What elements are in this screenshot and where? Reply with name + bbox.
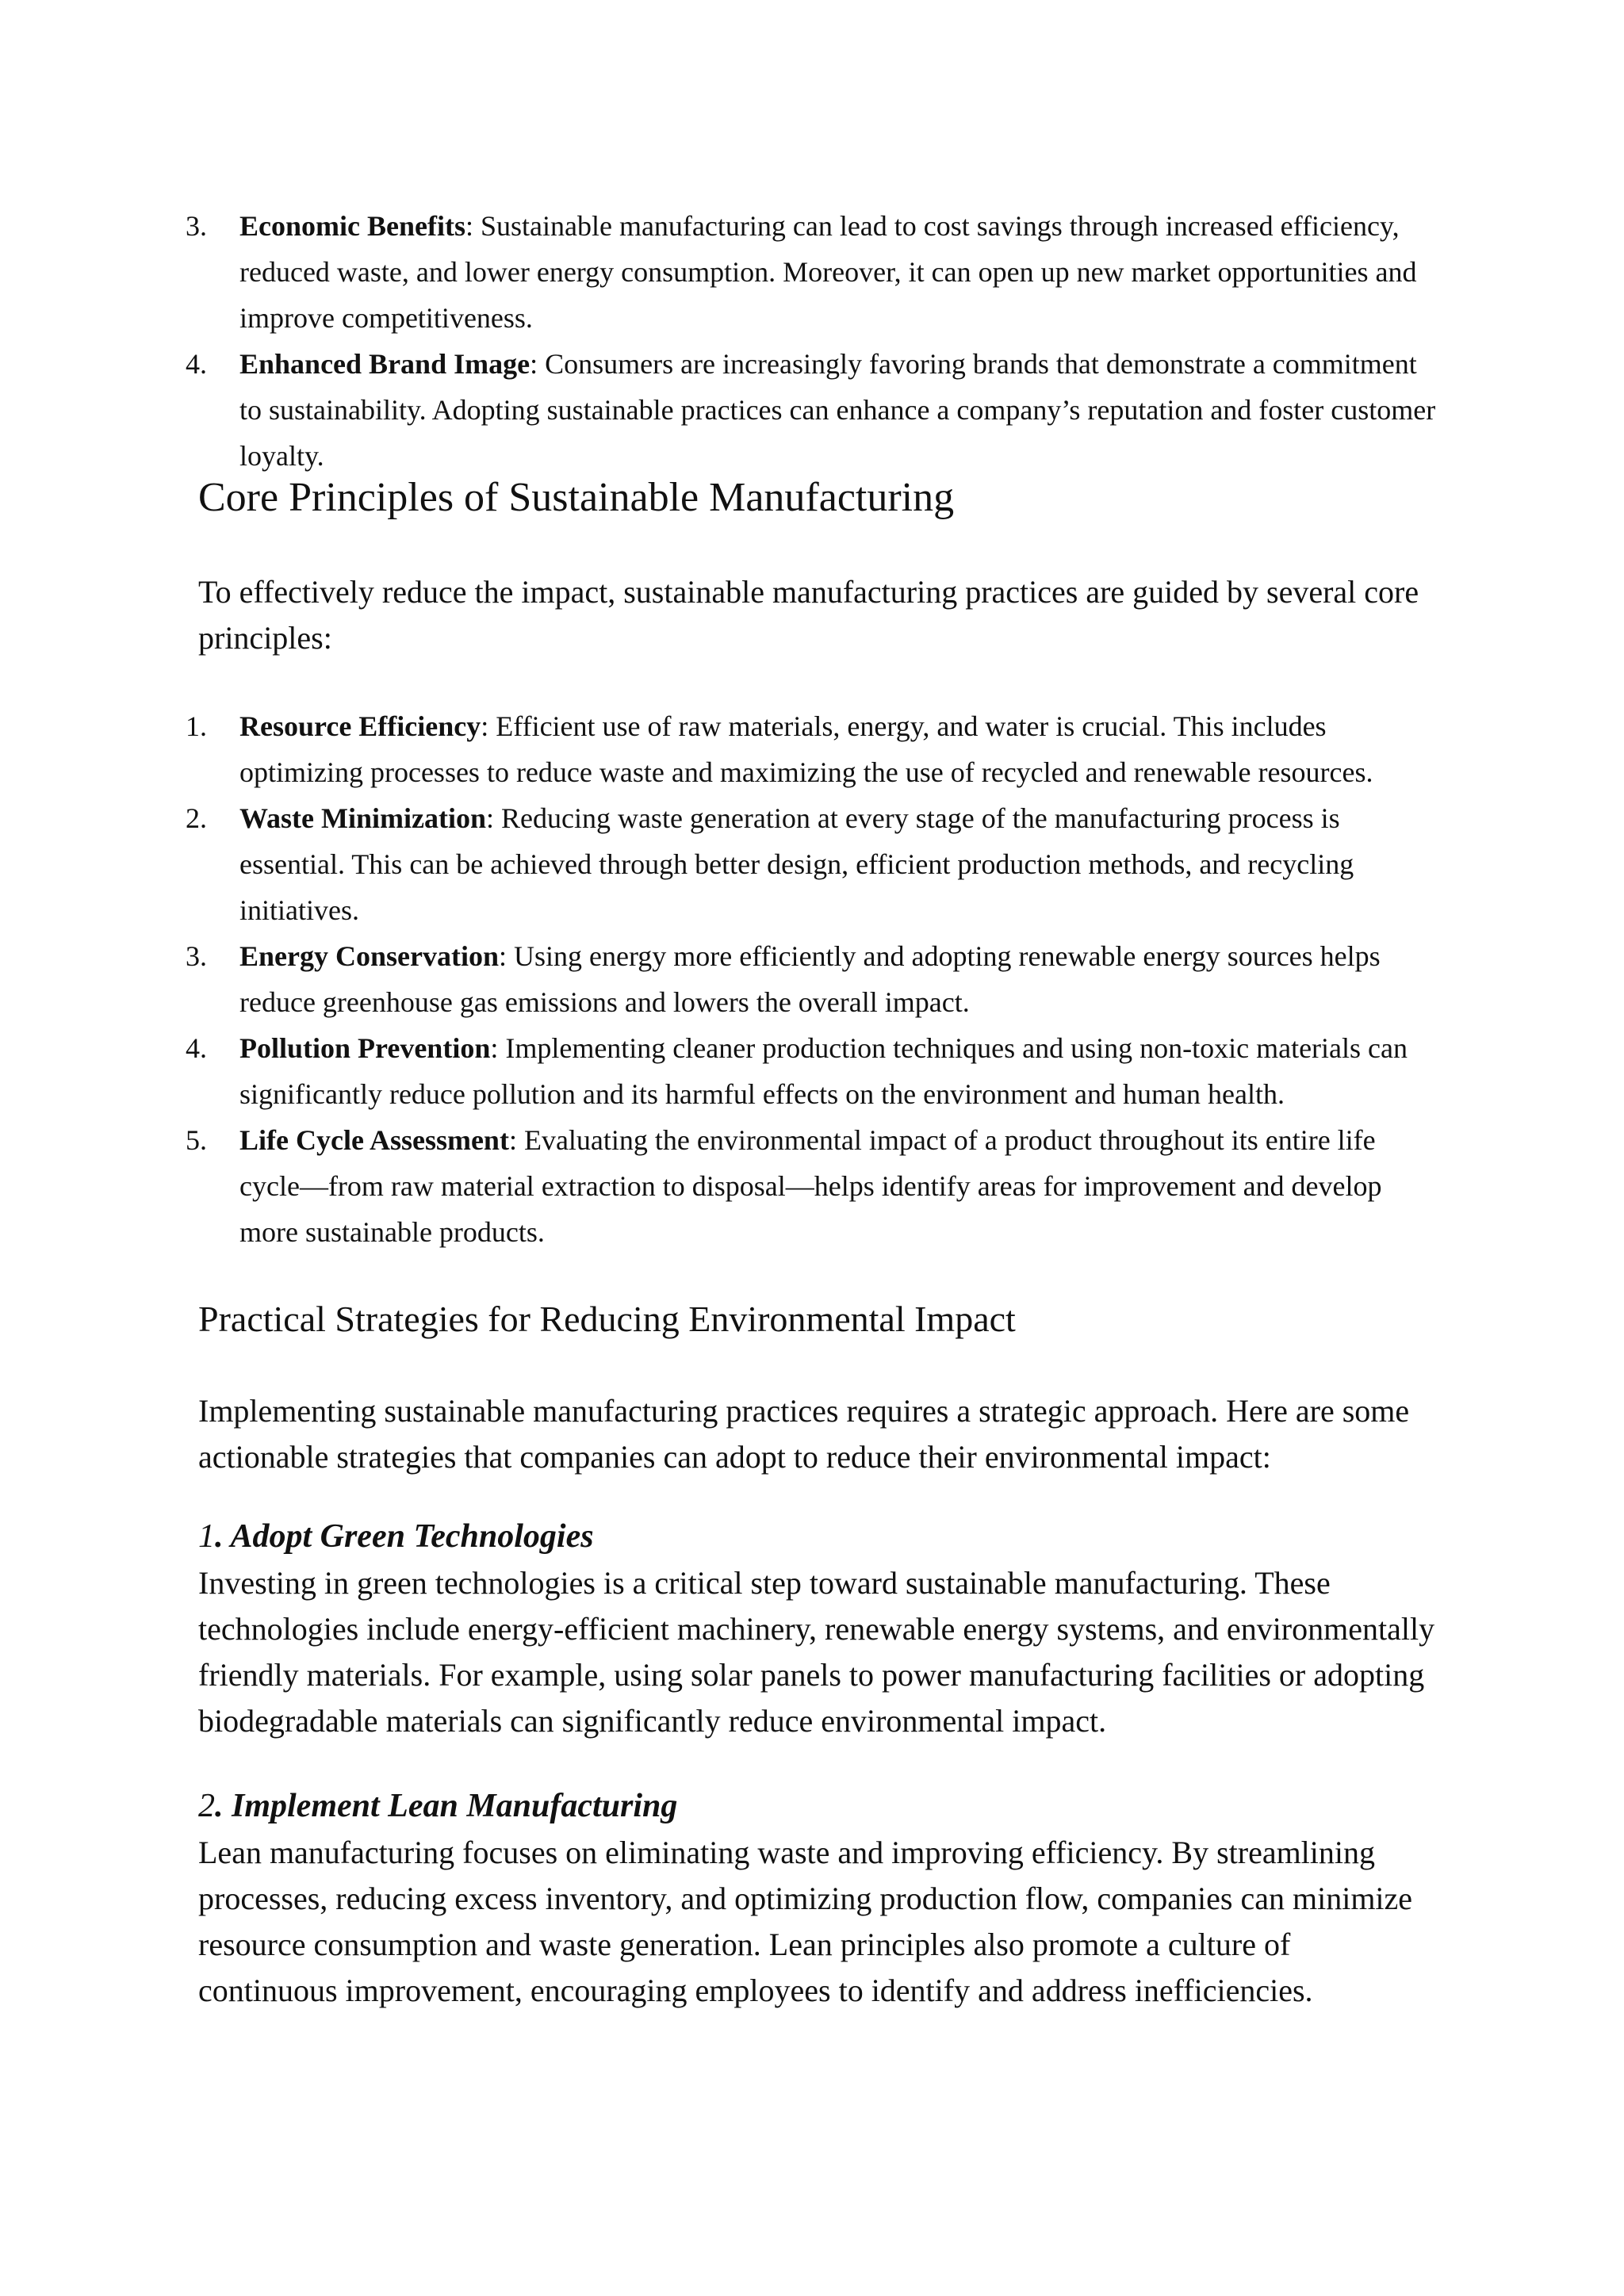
- list-text: : Implementing cleaner production techniques and using non-toxic materials can significantly reduce pollution and its harmful effects on the environment and human health.: [239, 1032, 1408, 1110]
- list-item: [184, 703, 1437, 795]
- list-term: Pollution Prevention: [239, 1032, 491, 1064]
- list-item: [184, 203, 1437, 341]
- list-item: [184, 795, 1437, 933]
- list-number: 4.: [186, 1032, 207, 1064]
- core-principles-intro: To effectively reduce the impact, sustainable manufacturing practices are guided by several core principles:: [198, 574, 1419, 656]
- subheading-adopt-green-technologies: [198, 1513, 594, 1559]
- list-text: : Using energy more efficiently and adopting renewable energy sources helps reduce greenhouse gas emissions and lowers the overall impact.: [239, 940, 1381, 1018]
- list-term: Resource Efficiency: [239, 710, 481, 742]
- list-number: 1.: [186, 710, 207, 742]
- list-item: [184, 1025, 1437, 1117]
- list-text: : Sustainable manufacturing can lead to cost savings through increased efficiency, reduced waste, and lower energy consumption. Moreover, it can open up new market opportunities and improve competitiveness.: [239, 210, 1417, 334]
- list-number: 4.: [186, 348, 207, 380]
- list-text: : Consumers are increasingly favoring brands that demonstrate a commitment to sustainability. Adopting sustainable practices can enhance a company’s reputation and foster customer loyalty.: [239, 348, 1436, 472]
- subheading-title: . Adopt Green Technologies: [215, 1518, 594, 1555]
- list-item: [184, 1117, 1437, 1255]
- implement-lean-manufacturing-body: Lean manufacturing focuses on eliminating waste and improving efficiency. By streamlining processes, reducing excess inventory, and optimizing production flow, companies can minimize resource consumption and waste generation. Lean principles also promote a culture of continuous improvement, encouraging employees to identify and address inefficiencies.: [198, 1835, 1413, 2008]
- subheading-number: 1: [198, 1518, 215, 1555]
- list-item: [184, 341, 1437, 479]
- core-principles-list: [184, 703, 1437, 1255]
- subheading-implement-lean-manufacturing: [198, 1783, 677, 1829]
- list-text: : Evaluating the environmental impact of a product throughout its entire life cycle—from raw material extraction to disposal—helps identify areas for improvement and develop more sustainable products.: [239, 1124, 1382, 1248]
- list-term: Life Cycle Assessment: [239, 1124, 509, 1156]
- benefits-list: [184, 203, 1437, 479]
- list-number: 3.: [186, 940, 207, 972]
- practical-strategies-intro: Implementing sustainable manufacturing practices requires a strategic approach. Here are some actionable strategies that companies can adopt to reduce their environmental impact:: [198, 1393, 1410, 1475]
- list-number: 3.: [186, 210, 207, 242]
- section-heading-core-principles: Core Principles of Sustainable Manufacturing: [198, 475, 955, 520]
- list-term: Enhanced Brand Image: [239, 348, 530, 380]
- subheading-title: . Implement Lean Manufacturing: [215, 1788, 678, 1824]
- subheading-number: 2: [198, 1788, 215, 1824]
- list-term: Waste Minimization: [239, 802, 486, 834]
- list-number: 2.: [186, 802, 207, 834]
- list-item: [184, 933, 1437, 1025]
- list-text: : Reducing waste generation at every stage of the manufacturing process is essential. This can be achieved through better design, efficient production methods, and recycling initiatives.: [239, 802, 1354, 926]
- list-number: 5.: [186, 1124, 207, 1156]
- adopt-green-technologies-body: Investing in green technologies is a critical step toward sustainable manufacturing. These technologies include energy-efficient machinery, renewable energy systems, and environmentally friendly materials. For example, using solar panels to power manufacturing facilities or adopting biodegradable materials can significantly reduce environmental impact.: [198, 1565, 1435, 1739]
- list-term: Energy Conservation: [239, 940, 499, 972]
- list-term: Economic Benefits: [239, 210, 465, 242]
- list-text: : Efficient use of raw materials, energy, and water is crucial. This includes optimizing processes to reduce waste and maximizing the use of recycled and renewable resources.: [239, 710, 1373, 788]
- section-heading-practical-strategies: Practical Strategies for Reducing Environmental Impact: [198, 1299, 1016, 1339]
